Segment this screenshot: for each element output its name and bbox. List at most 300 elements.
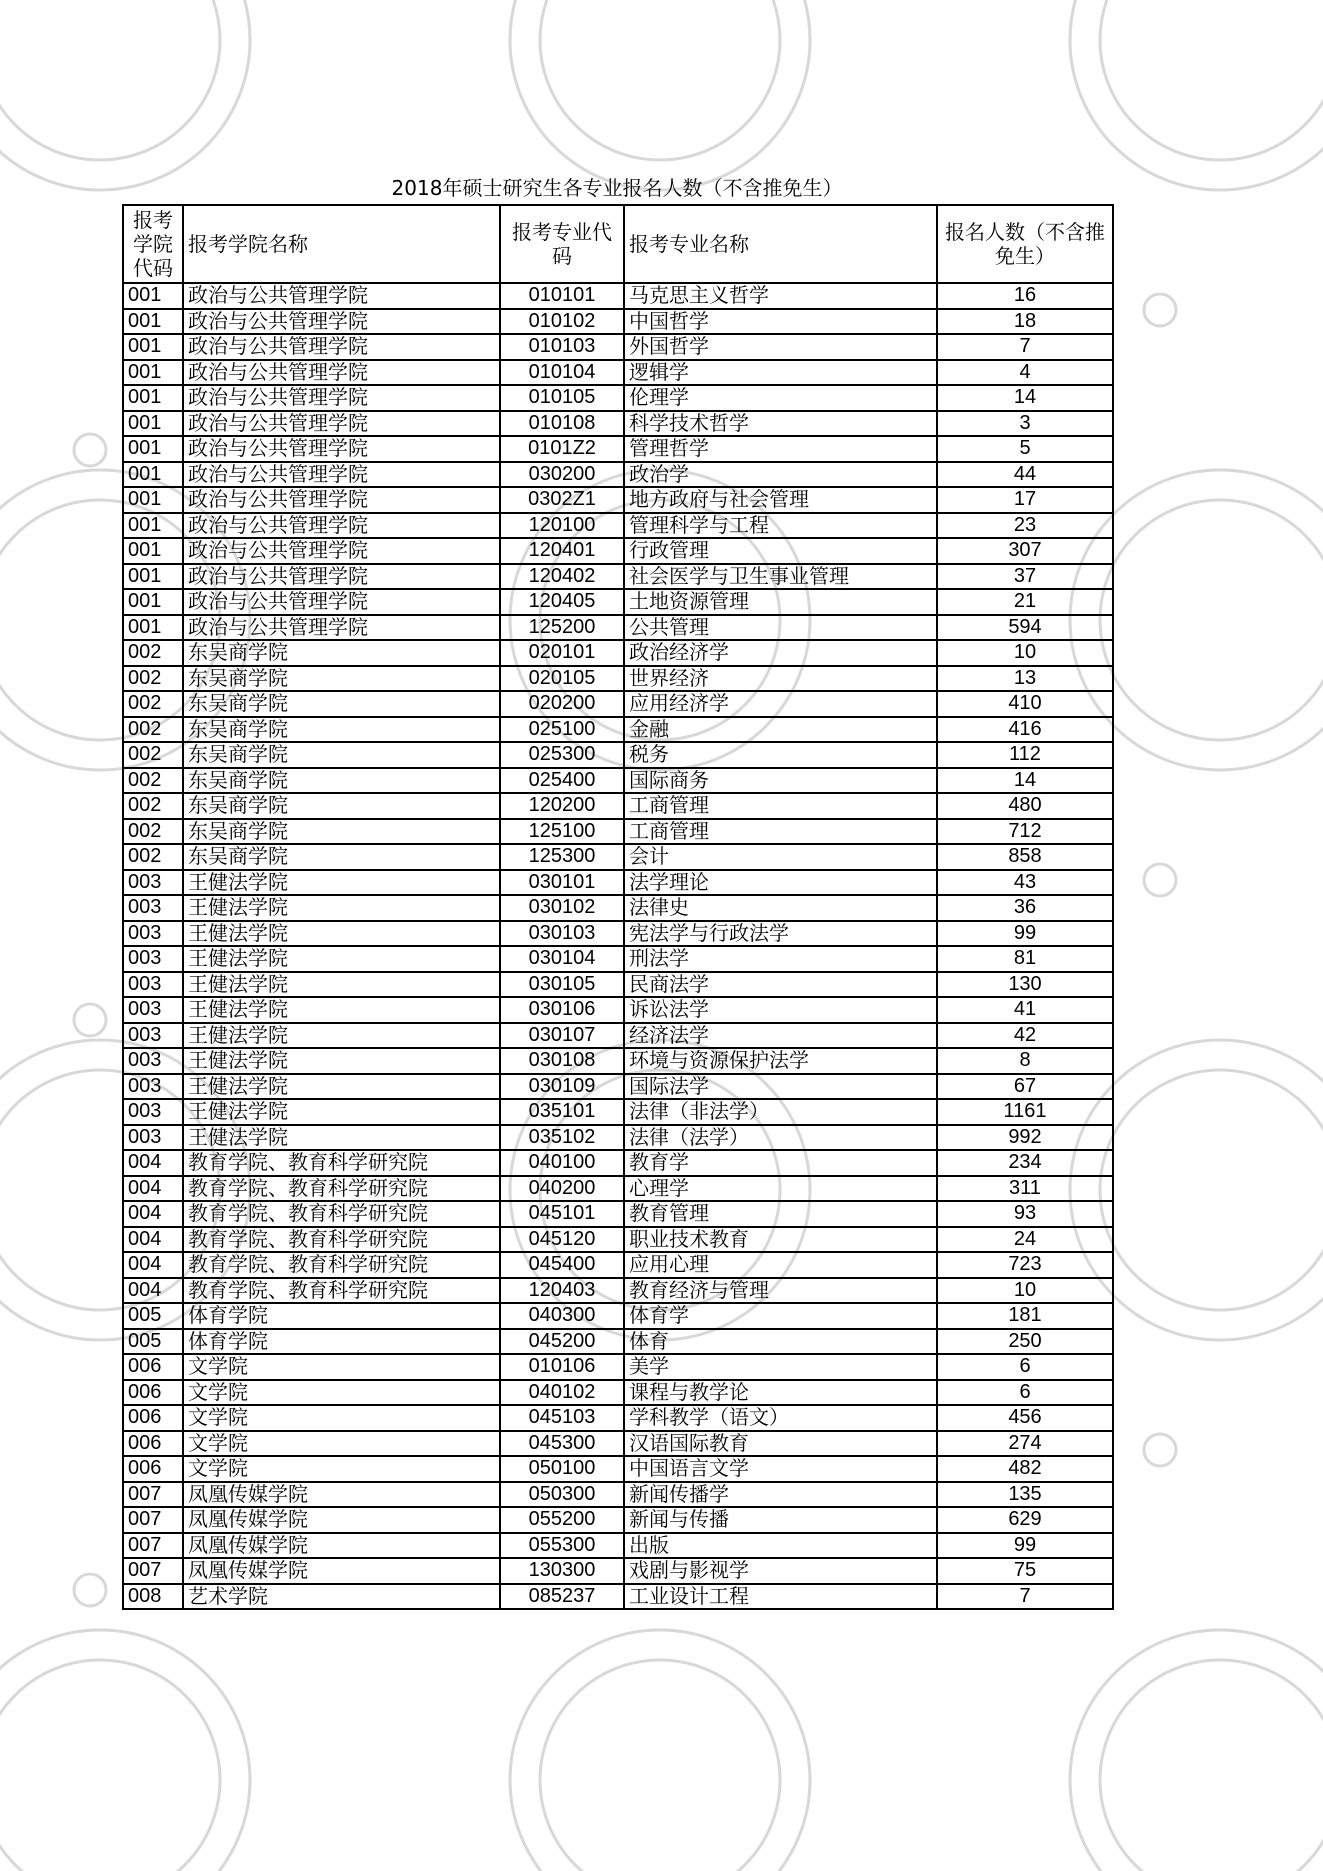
major-code-cell: 050100 — [500, 1456, 624, 1482]
count-cell: 6 — [937, 1354, 1113, 1380]
major-code-cell: 010102 — [500, 309, 624, 335]
major-name-cell: 马克思主义哲学 — [624, 283, 937, 309]
major-code-cell: 010108 — [500, 411, 624, 437]
school-name-cell: 王健法学院 — [183, 946, 500, 972]
table-row — [123, 1584, 1113, 1610]
school-code-cell: 007 — [123, 1507, 183, 1533]
header-count: 报名人数（不含推免生） — [937, 205, 1113, 283]
school-code-cell: 002 — [123, 717, 183, 743]
table-row — [123, 1278, 1113, 1304]
table-row — [123, 1252, 1113, 1278]
table-row — [123, 946, 1113, 972]
school-code-cell: 002 — [123, 844, 183, 870]
table-row — [123, 1507, 1113, 1533]
school-code-cell: 002 — [123, 666, 183, 692]
count-cell: 10 — [937, 640, 1113, 666]
major-code-cell: 055200 — [500, 1507, 624, 1533]
school-code-cell: 008 — [123, 1584, 183, 1610]
table-row — [123, 997, 1113, 1023]
school-code-cell: 003 — [123, 972, 183, 998]
major-code-cell: 030103 — [500, 921, 624, 947]
header-major-code: 报考专业代码 — [500, 205, 624, 283]
major-name-cell: 法律（法学） — [624, 1125, 937, 1151]
school-name-cell: 东吴商学院 — [183, 844, 500, 870]
school-code-cell: 007 — [123, 1558, 183, 1584]
school-code-cell: 002 — [123, 640, 183, 666]
major-name-cell: 地方政府与社会管理 — [624, 487, 937, 513]
school-code-cell: 001 — [123, 589, 183, 615]
table-row — [123, 1099, 1113, 1125]
school-name-cell: 政治与公共管理学院 — [183, 589, 500, 615]
school-name-cell: 艺术学院 — [183, 1584, 500, 1610]
major-code-cell: 0101Z2 — [500, 436, 624, 462]
school-code-cell: 001 — [123, 436, 183, 462]
count-cell: 629 — [937, 1507, 1113, 1533]
table-row — [123, 1533, 1113, 1559]
school-name-cell: 政治与公共管理学院 — [183, 360, 500, 386]
major-name-cell: 戏剧与影视学 — [624, 1558, 937, 1584]
major-code-cell: 125100 — [500, 819, 624, 845]
table-row — [123, 1431, 1113, 1457]
school-name-cell: 政治与公共管理学院 — [183, 487, 500, 513]
count-cell: 8 — [937, 1048, 1113, 1074]
count-cell: 13 — [937, 666, 1113, 692]
major-name-cell: 税务 — [624, 742, 937, 768]
school-name-cell: 东吴商学院 — [183, 768, 500, 794]
school-name-cell: 政治与公共管理学院 — [183, 513, 500, 539]
major-name-cell: 国际法学 — [624, 1074, 937, 1100]
major-name-cell: 应用经济学 — [624, 691, 937, 717]
school-name-cell: 凤凰传媒学院 — [183, 1533, 500, 1559]
school-name-cell: 东吴商学院 — [183, 691, 500, 717]
school-name-cell: 文学院 — [183, 1354, 500, 1380]
table-row — [123, 1405, 1113, 1431]
major-name-cell: 工商管理 — [624, 793, 937, 819]
major-code-cell: 035101 — [500, 1099, 624, 1125]
major-code-cell: 030106 — [500, 997, 624, 1023]
major-name-cell: 科学技术哲学 — [624, 411, 937, 437]
school-name-cell: 东吴商学院 — [183, 793, 500, 819]
school-code-cell: 006 — [123, 1380, 183, 1406]
school-name-cell: 政治与公共管理学院 — [183, 462, 500, 488]
count-cell: 17 — [937, 487, 1113, 513]
major-code-cell: 030200 — [500, 462, 624, 488]
count-cell: 234 — [937, 1150, 1113, 1176]
major-name-cell: 体育 — [624, 1329, 937, 1355]
count-cell: 7 — [937, 1584, 1113, 1610]
major-name-cell: 宪法学与行政法学 — [624, 921, 937, 947]
table-row — [123, 1380, 1113, 1406]
major-name-cell: 职业技术教育 — [624, 1227, 937, 1253]
count-cell: 18 — [937, 309, 1113, 335]
school-code-cell: 001 — [123, 487, 183, 513]
major-code-cell: 045300 — [500, 1431, 624, 1457]
major-code-cell: 030102 — [500, 895, 624, 921]
count-cell: 99 — [937, 921, 1113, 947]
school-name-cell: 体育学院 — [183, 1329, 500, 1355]
count-cell: 480 — [937, 793, 1113, 819]
school-name-cell: 东吴商学院 — [183, 717, 500, 743]
school-code-cell: 004 — [123, 1150, 183, 1176]
major-name-cell: 逻辑学 — [624, 360, 937, 386]
count-cell: 112 — [937, 742, 1113, 768]
major-code-cell: 010103 — [500, 334, 624, 360]
school-code-cell: 001 — [123, 385, 183, 411]
school-code-cell: 001 — [123, 538, 183, 564]
major-code-cell: 030108 — [500, 1048, 624, 1074]
school-name-cell: 王健法学院 — [183, 921, 500, 947]
school-name-cell: 东吴商学院 — [183, 640, 500, 666]
count-cell: 16 — [937, 283, 1113, 309]
table-row — [123, 1456, 1113, 1482]
major-name-cell: 课程与教学论 — [624, 1380, 937, 1406]
school-name-cell: 王健法学院 — [183, 1099, 500, 1125]
school-name-cell: 文学院 — [183, 1380, 500, 1406]
school-code-cell: 003 — [123, 921, 183, 947]
table-row — [123, 1074, 1113, 1100]
school-name-cell: 教育学院、教育科学研究院 — [183, 1150, 500, 1176]
major-code-cell: 045120 — [500, 1227, 624, 1253]
school-code-cell: 006 — [123, 1354, 183, 1380]
major-name-cell: 社会医学与卫生事业管理 — [624, 564, 937, 590]
school-code-cell: 003 — [123, 946, 183, 972]
major-code-cell: 030105 — [500, 972, 624, 998]
table-row — [123, 895, 1113, 921]
school-name-cell: 政治与公共管理学院 — [183, 385, 500, 411]
school-name-cell: 文学院 — [183, 1456, 500, 1482]
count-cell: 7 — [937, 334, 1113, 360]
major-code-cell: 045103 — [500, 1405, 624, 1431]
table-row — [123, 462, 1113, 488]
count-cell: 5 — [937, 436, 1113, 462]
major-code-cell: 030101 — [500, 870, 624, 896]
school-code-cell: 007 — [123, 1533, 183, 1559]
count-cell: 81 — [937, 946, 1113, 972]
school-code-cell: 001 — [123, 462, 183, 488]
table-row — [123, 1329, 1113, 1355]
table-row — [123, 1125, 1113, 1151]
major-name-cell: 法律史 — [624, 895, 937, 921]
table-row — [123, 1303, 1113, 1329]
school-code-cell: 002 — [123, 768, 183, 794]
count-cell: 6 — [937, 1380, 1113, 1406]
count-cell: 23 — [937, 513, 1113, 539]
school-code-cell: 001 — [123, 615, 183, 641]
table-row — [123, 691, 1113, 717]
school-code-cell: 001 — [123, 564, 183, 590]
school-name-cell: 政治与公共管理学院 — [183, 283, 500, 309]
school-code-cell: 003 — [123, 1125, 183, 1151]
school-name-cell: 政治与公共管理学院 — [183, 309, 500, 335]
count-cell: 44 — [937, 462, 1113, 488]
table-row — [123, 411, 1113, 437]
major-code-cell: 025300 — [500, 742, 624, 768]
major-name-cell: 土地资源管理 — [624, 589, 937, 615]
count-cell: 712 — [937, 819, 1113, 845]
major-code-cell: 030109 — [500, 1074, 624, 1100]
major-name-cell: 民商法学 — [624, 972, 937, 998]
school-code-cell: 003 — [123, 1023, 183, 1049]
count-cell: 274 — [937, 1431, 1113, 1457]
school-code-cell: 002 — [123, 742, 183, 768]
count-cell: 21 — [937, 589, 1113, 615]
major-name-cell: 管理哲学 — [624, 436, 937, 462]
major-name-cell: 工业设计工程 — [624, 1584, 937, 1610]
school-name-cell: 王健法学院 — [183, 972, 500, 998]
major-name-cell: 会计 — [624, 844, 937, 870]
count-cell: 37 — [937, 564, 1113, 590]
table-row — [123, 870, 1113, 896]
major-code-cell: 125200 — [500, 615, 624, 641]
count-cell: 3 — [937, 411, 1113, 437]
table-row — [123, 921, 1113, 947]
school-code-cell: 003 — [123, 1074, 183, 1100]
school-name-cell: 王健法学院 — [183, 870, 500, 896]
school-name-cell: 凤凰传媒学院 — [183, 1507, 500, 1533]
major-name-cell: 教育经济与管理 — [624, 1278, 937, 1304]
table-row — [123, 309, 1113, 335]
major-name-cell: 中国哲学 — [624, 309, 937, 335]
count-cell: 4 — [937, 360, 1113, 386]
school-name-cell: 东吴商学院 — [183, 742, 500, 768]
major-name-cell: 出版 — [624, 1533, 937, 1559]
major-name-cell: 经济法学 — [624, 1023, 937, 1049]
table-row — [123, 283, 1113, 309]
major-name-cell: 政治学 — [624, 462, 937, 488]
table-row — [123, 538, 1113, 564]
count-cell: 723 — [937, 1252, 1113, 1278]
major-code-cell: 010101 — [500, 283, 624, 309]
table-row — [123, 436, 1113, 462]
major-code-cell: 085237 — [500, 1584, 624, 1610]
major-name-cell: 金融 — [624, 717, 937, 743]
school-code-cell: 004 — [123, 1252, 183, 1278]
school-code-cell: 002 — [123, 793, 183, 819]
header-major-name: 报考专业名称 — [624, 205, 937, 283]
school-code-cell: 005 — [123, 1329, 183, 1355]
major-code-cell: 055300 — [500, 1533, 624, 1559]
major-code-cell: 125300 — [500, 844, 624, 870]
count-cell: 93 — [937, 1201, 1113, 1227]
count-cell: 456 — [937, 1405, 1113, 1431]
major-name-cell: 教育管理 — [624, 1201, 937, 1227]
major-code-cell: 040100 — [500, 1150, 624, 1176]
major-code-cell: 020105 — [500, 666, 624, 692]
school-code-cell: 007 — [123, 1482, 183, 1508]
major-name-cell: 工商管理 — [624, 819, 937, 845]
count-cell: 99 — [937, 1533, 1113, 1559]
header-school-code: 报考学院代码 — [123, 205, 183, 283]
count-cell: 1161 — [937, 1099, 1113, 1125]
table-row — [123, 1201, 1113, 1227]
table-row — [123, 615, 1113, 641]
major-name-cell: 应用心理 — [624, 1252, 937, 1278]
count-cell: 482 — [937, 1456, 1113, 1482]
school-code-cell: 003 — [123, 1099, 183, 1125]
major-name-cell: 政治经济学 — [624, 640, 937, 666]
table-row — [123, 819, 1113, 845]
major-name-cell: 新闻与传播 — [624, 1507, 937, 1533]
count-cell: 250 — [937, 1329, 1113, 1355]
major-name-cell: 法学理论 — [624, 870, 937, 896]
count-cell: 307 — [937, 538, 1113, 564]
school-code-cell: 001 — [123, 283, 183, 309]
major-code-cell: 010106 — [500, 1354, 624, 1380]
document-title: 2018年硕士研究生各专业报名人数（不含推免生） — [391, 176, 843, 200]
table-row — [123, 717, 1113, 743]
table-body — [123, 283, 1113, 1609]
count-cell: 14 — [937, 385, 1113, 411]
major-name-cell: 环境与资源保护法学 — [624, 1048, 937, 1074]
major-name-cell: 汉语国际教育 — [624, 1431, 937, 1457]
count-cell: 416 — [937, 717, 1113, 743]
school-code-cell: 003 — [123, 1048, 183, 1074]
major-name-cell: 心理学 — [624, 1176, 937, 1202]
table-row — [123, 385, 1113, 411]
school-code-cell: 004 — [123, 1227, 183, 1253]
count-cell: 130 — [937, 972, 1113, 998]
count-cell: 181 — [937, 1303, 1113, 1329]
school-name-cell: 王健法学院 — [183, 1048, 500, 1074]
header-school-name: 报考学院名称 — [183, 205, 500, 283]
major-name-cell: 公共管理 — [624, 615, 937, 641]
count-cell: 992 — [937, 1125, 1113, 1151]
major-name-cell: 国际商务 — [624, 768, 937, 794]
major-code-cell: 120401 — [500, 538, 624, 564]
school-name-cell: 教育学院、教育科学研究院 — [183, 1252, 500, 1278]
school-code-cell: 005 — [123, 1303, 183, 1329]
school-code-cell: 004 — [123, 1176, 183, 1202]
school-code-cell: 003 — [123, 870, 183, 896]
major-code-cell: 020200 — [500, 691, 624, 717]
count-cell: 410 — [937, 691, 1113, 717]
table-row — [123, 972, 1113, 998]
major-code-cell: 040200 — [500, 1176, 624, 1202]
table-row — [123, 334, 1113, 360]
table-row — [123, 768, 1113, 794]
school-code-cell: 004 — [123, 1201, 183, 1227]
major-code-cell: 120403 — [500, 1278, 624, 1304]
count-cell: 75 — [937, 1558, 1113, 1584]
major-code-cell: 045200 — [500, 1329, 624, 1355]
major-name-cell: 教育学 — [624, 1150, 937, 1176]
table-row — [123, 1354, 1113, 1380]
school-name-cell: 政治与公共管理学院 — [183, 334, 500, 360]
count-cell: 858 — [937, 844, 1113, 870]
school-name-cell: 凤凰传媒学院 — [183, 1482, 500, 1508]
table-row — [123, 1150, 1113, 1176]
major-name-cell: 外国哲学 — [624, 334, 937, 360]
count-cell: 43 — [937, 870, 1113, 896]
major-code-cell: 130300 — [500, 1558, 624, 1584]
count-cell: 10 — [937, 1278, 1113, 1304]
major-code-cell: 025400 — [500, 768, 624, 794]
major-name-cell: 中国语言文学 — [624, 1456, 937, 1482]
major-code-cell: 030104 — [500, 946, 624, 972]
school-name-cell: 王健法学院 — [183, 895, 500, 921]
school-name-cell: 文学院 — [183, 1405, 500, 1431]
school-code-cell: 003 — [123, 997, 183, 1023]
major-code-cell: 120200 — [500, 793, 624, 819]
school-name-cell: 政治与公共管理学院 — [183, 538, 500, 564]
school-code-cell: 002 — [123, 691, 183, 717]
table-row — [123, 589, 1113, 615]
major-code-cell: 035102 — [500, 1125, 624, 1151]
table-header-row — [123, 205, 1113, 283]
table-row — [123, 360, 1113, 386]
school-name-cell: 政治与公共管理学院 — [183, 615, 500, 641]
count-cell: 14 — [937, 768, 1113, 794]
count-cell: 135 — [937, 1482, 1113, 1508]
school-code-cell: 001 — [123, 513, 183, 539]
count-cell: 67 — [937, 1074, 1113, 1100]
table-row — [123, 1048, 1113, 1074]
major-code-cell: 010104 — [500, 360, 624, 386]
major-name-cell: 新闻传播学 — [624, 1482, 937, 1508]
major-name-cell: 管理科学与工程 — [624, 513, 937, 539]
school-code-cell: 001 — [123, 309, 183, 335]
major-code-cell: 030107 — [500, 1023, 624, 1049]
table-row — [123, 1023, 1113, 1049]
school-code-cell: 001 — [123, 411, 183, 437]
school-name-cell: 王健法学院 — [183, 1023, 500, 1049]
school-name-cell: 教育学院、教育科学研究院 — [183, 1278, 500, 1304]
table-row — [123, 742, 1113, 768]
count-cell: 24 — [937, 1227, 1113, 1253]
major-code-cell: 040300 — [500, 1303, 624, 1329]
major-code-cell: 045101 — [500, 1201, 624, 1227]
major-name-cell: 体育学 — [624, 1303, 937, 1329]
major-name-cell: 行政管理 — [624, 538, 937, 564]
school-code-cell: 006 — [123, 1405, 183, 1431]
table-row — [123, 1558, 1113, 1584]
table-row — [123, 564, 1113, 590]
major-code-cell: 0302Z1 — [500, 487, 624, 513]
school-code-cell: 006 — [123, 1431, 183, 1457]
table-row — [123, 666, 1113, 692]
table-row — [123, 487, 1113, 513]
school-name-cell: 政治与公共管理学院 — [183, 436, 500, 462]
school-name-cell: 教育学院、教育科学研究院 — [183, 1201, 500, 1227]
major-code-cell: 050300 — [500, 1482, 624, 1508]
major-name-cell: 刑法学 — [624, 946, 937, 972]
major-code-cell: 040102 — [500, 1380, 624, 1406]
major-name-cell: 美学 — [624, 1354, 937, 1380]
school-name-cell: 王健法学院 — [183, 997, 500, 1023]
major-code-cell: 120405 — [500, 589, 624, 615]
school-name-cell: 王健法学院 — [183, 1074, 500, 1100]
school-name-cell: 东吴商学院 — [183, 819, 500, 845]
major-name-cell: 世界经济 — [624, 666, 937, 692]
enrollment-table — [122, 204, 1114, 1610]
major-code-cell: 020101 — [500, 640, 624, 666]
school-code-cell: 003 — [123, 895, 183, 921]
major-name-cell: 诉讼法学 — [624, 997, 937, 1023]
table-row — [123, 793, 1113, 819]
major-name-cell: 学科教学（语文） — [624, 1405, 937, 1431]
school-name-cell: 文学院 — [183, 1431, 500, 1457]
major-code-cell: 025100 — [500, 717, 624, 743]
table-row — [123, 513, 1113, 539]
school-code-cell: 004 — [123, 1278, 183, 1304]
count-cell: 311 — [937, 1176, 1113, 1202]
school-code-cell: 001 — [123, 334, 183, 360]
school-name-cell: 政治与公共管理学院 — [183, 564, 500, 590]
major-code-cell: 120402 — [500, 564, 624, 590]
school-name-cell: 教育学院、教育科学研究院 — [183, 1176, 500, 1202]
table-row — [123, 1176, 1113, 1202]
school-code-cell: 002 — [123, 819, 183, 845]
